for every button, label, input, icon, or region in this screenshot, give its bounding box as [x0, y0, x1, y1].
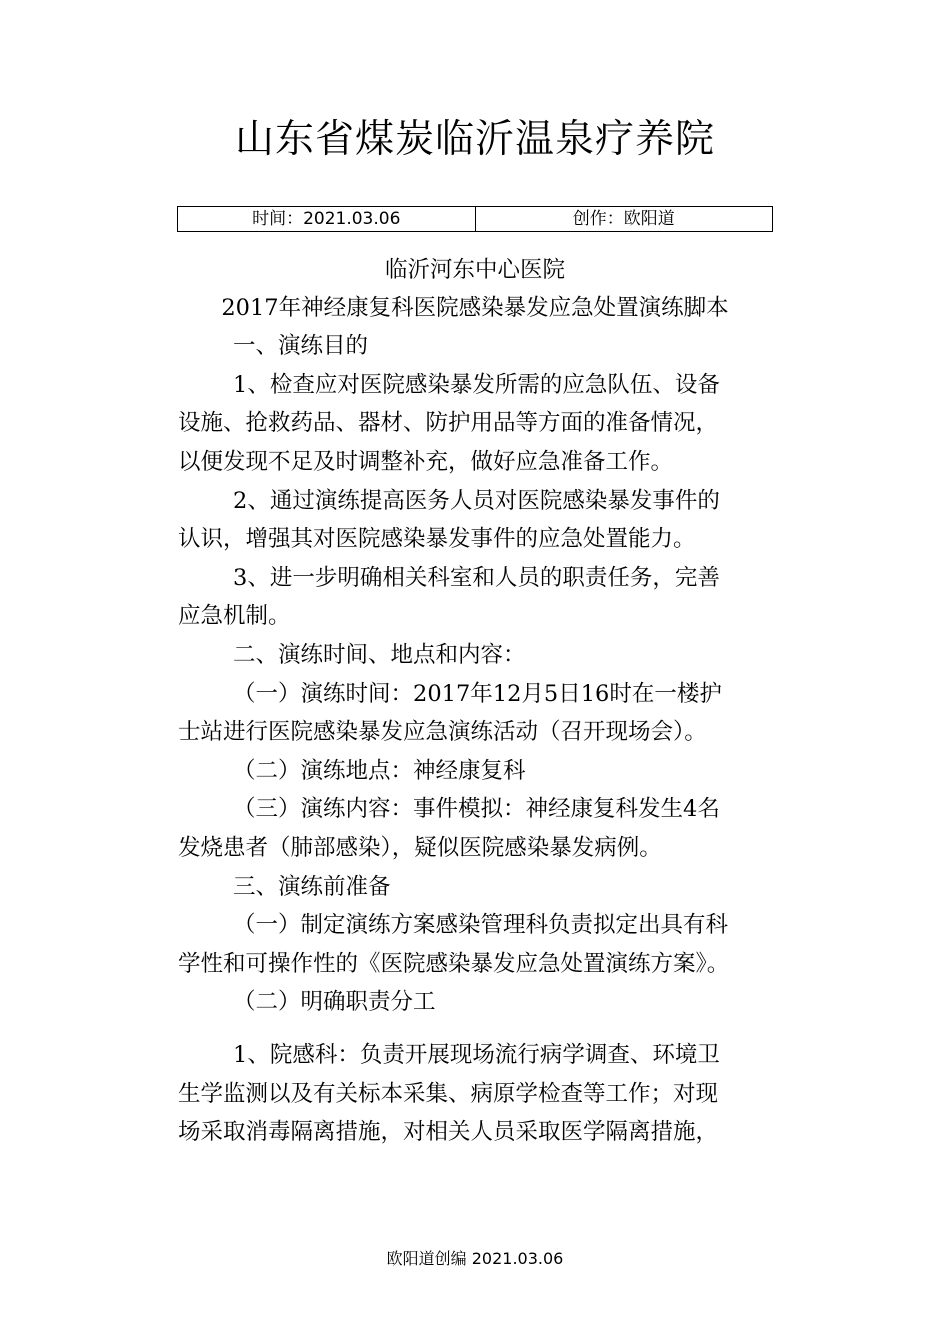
- paragraph-line: 1、院感科：负责开展现场流行病学调查、环境卫: [233, 1042, 720, 1068]
- meta-table: [177, 206, 773, 232]
- paragraph-line: 设施、抢救药品、器材、防护用品等方面的准备情况，: [178, 410, 719, 436]
- paragraph-line: 认识，增强其对医院感染暴发事件的应急处置能力。: [178, 526, 696, 552]
- paragraph-line: 生学监测以及有关标本采集、病原学检查等工作；对现: [178, 1081, 719, 1107]
- paragraph-line: 2、通过演练提高医务人员对医院感染暴发事件的: [233, 488, 720, 514]
- paragraph-line: （三）演练内容：事件模拟：神经康复科发生4名: [233, 796, 720, 822]
- paragraph-line: 士站进行医院感染暴发应急演练活动（召开现场会）。: [178, 719, 707, 745]
- paragraph-line: 3、进一步明确相关科室和人员的职责任务，完善: [233, 565, 720, 591]
- paragraph-line: 学性和可操作性的《医院感染暴发应急处置演练方案》。: [178, 951, 730, 977]
- paragraph-line: （二）明确职责分工: [233, 989, 436, 1015]
- section-heading: 二、演练时间、地点和内容：: [233, 642, 526, 668]
- paragraph-line: 以便发现不足及时调整补充，做好应急准备工作。: [178, 449, 674, 475]
- paragraph-line: 场采取消毒隔离措施，对相关人员采取医学隔离措施，: [178, 1119, 719, 1145]
- paragraph-line: 应急机制。: [178, 603, 291, 629]
- paragraph-line: （二）演练地点：神经康复科: [233, 758, 526, 784]
- paragraph-line: 发烧患者（肺部感染），疑似医院感染暴发病例。: [178, 835, 662, 861]
- paragraph-line: （一）演练时间：2017年12月5日16时在一楼护: [233, 681, 722, 707]
- hospital-name: 临沂河东中心医院: [384, 257, 565, 283]
- section-heading: 三、演练前准备: [233, 874, 391, 900]
- meta-time: 时间：2021.03.06: [252, 209, 401, 229]
- paragraph-line: （一）制定演练方案感染管理科负责拟定出具有科: [233, 912, 729, 938]
- meta-author: 创作：欧阳道: [475, 207, 773, 231]
- section-heading: 一、演练目的: [233, 333, 369, 359]
- page-footer: 欧阳道创编 2021.03.06: [386, 1249, 564, 1268]
- document-title: 山东省煤炭临沂温泉疗养院: [234, 117, 715, 162]
- paragraph-line: 1、检查应对医院感染暴发所需的应急队伍、设备: [233, 372, 720, 398]
- document-subtitle: 2017年神经康复科医院感染暴发应急处置演练脚本: [221, 295, 729, 321]
